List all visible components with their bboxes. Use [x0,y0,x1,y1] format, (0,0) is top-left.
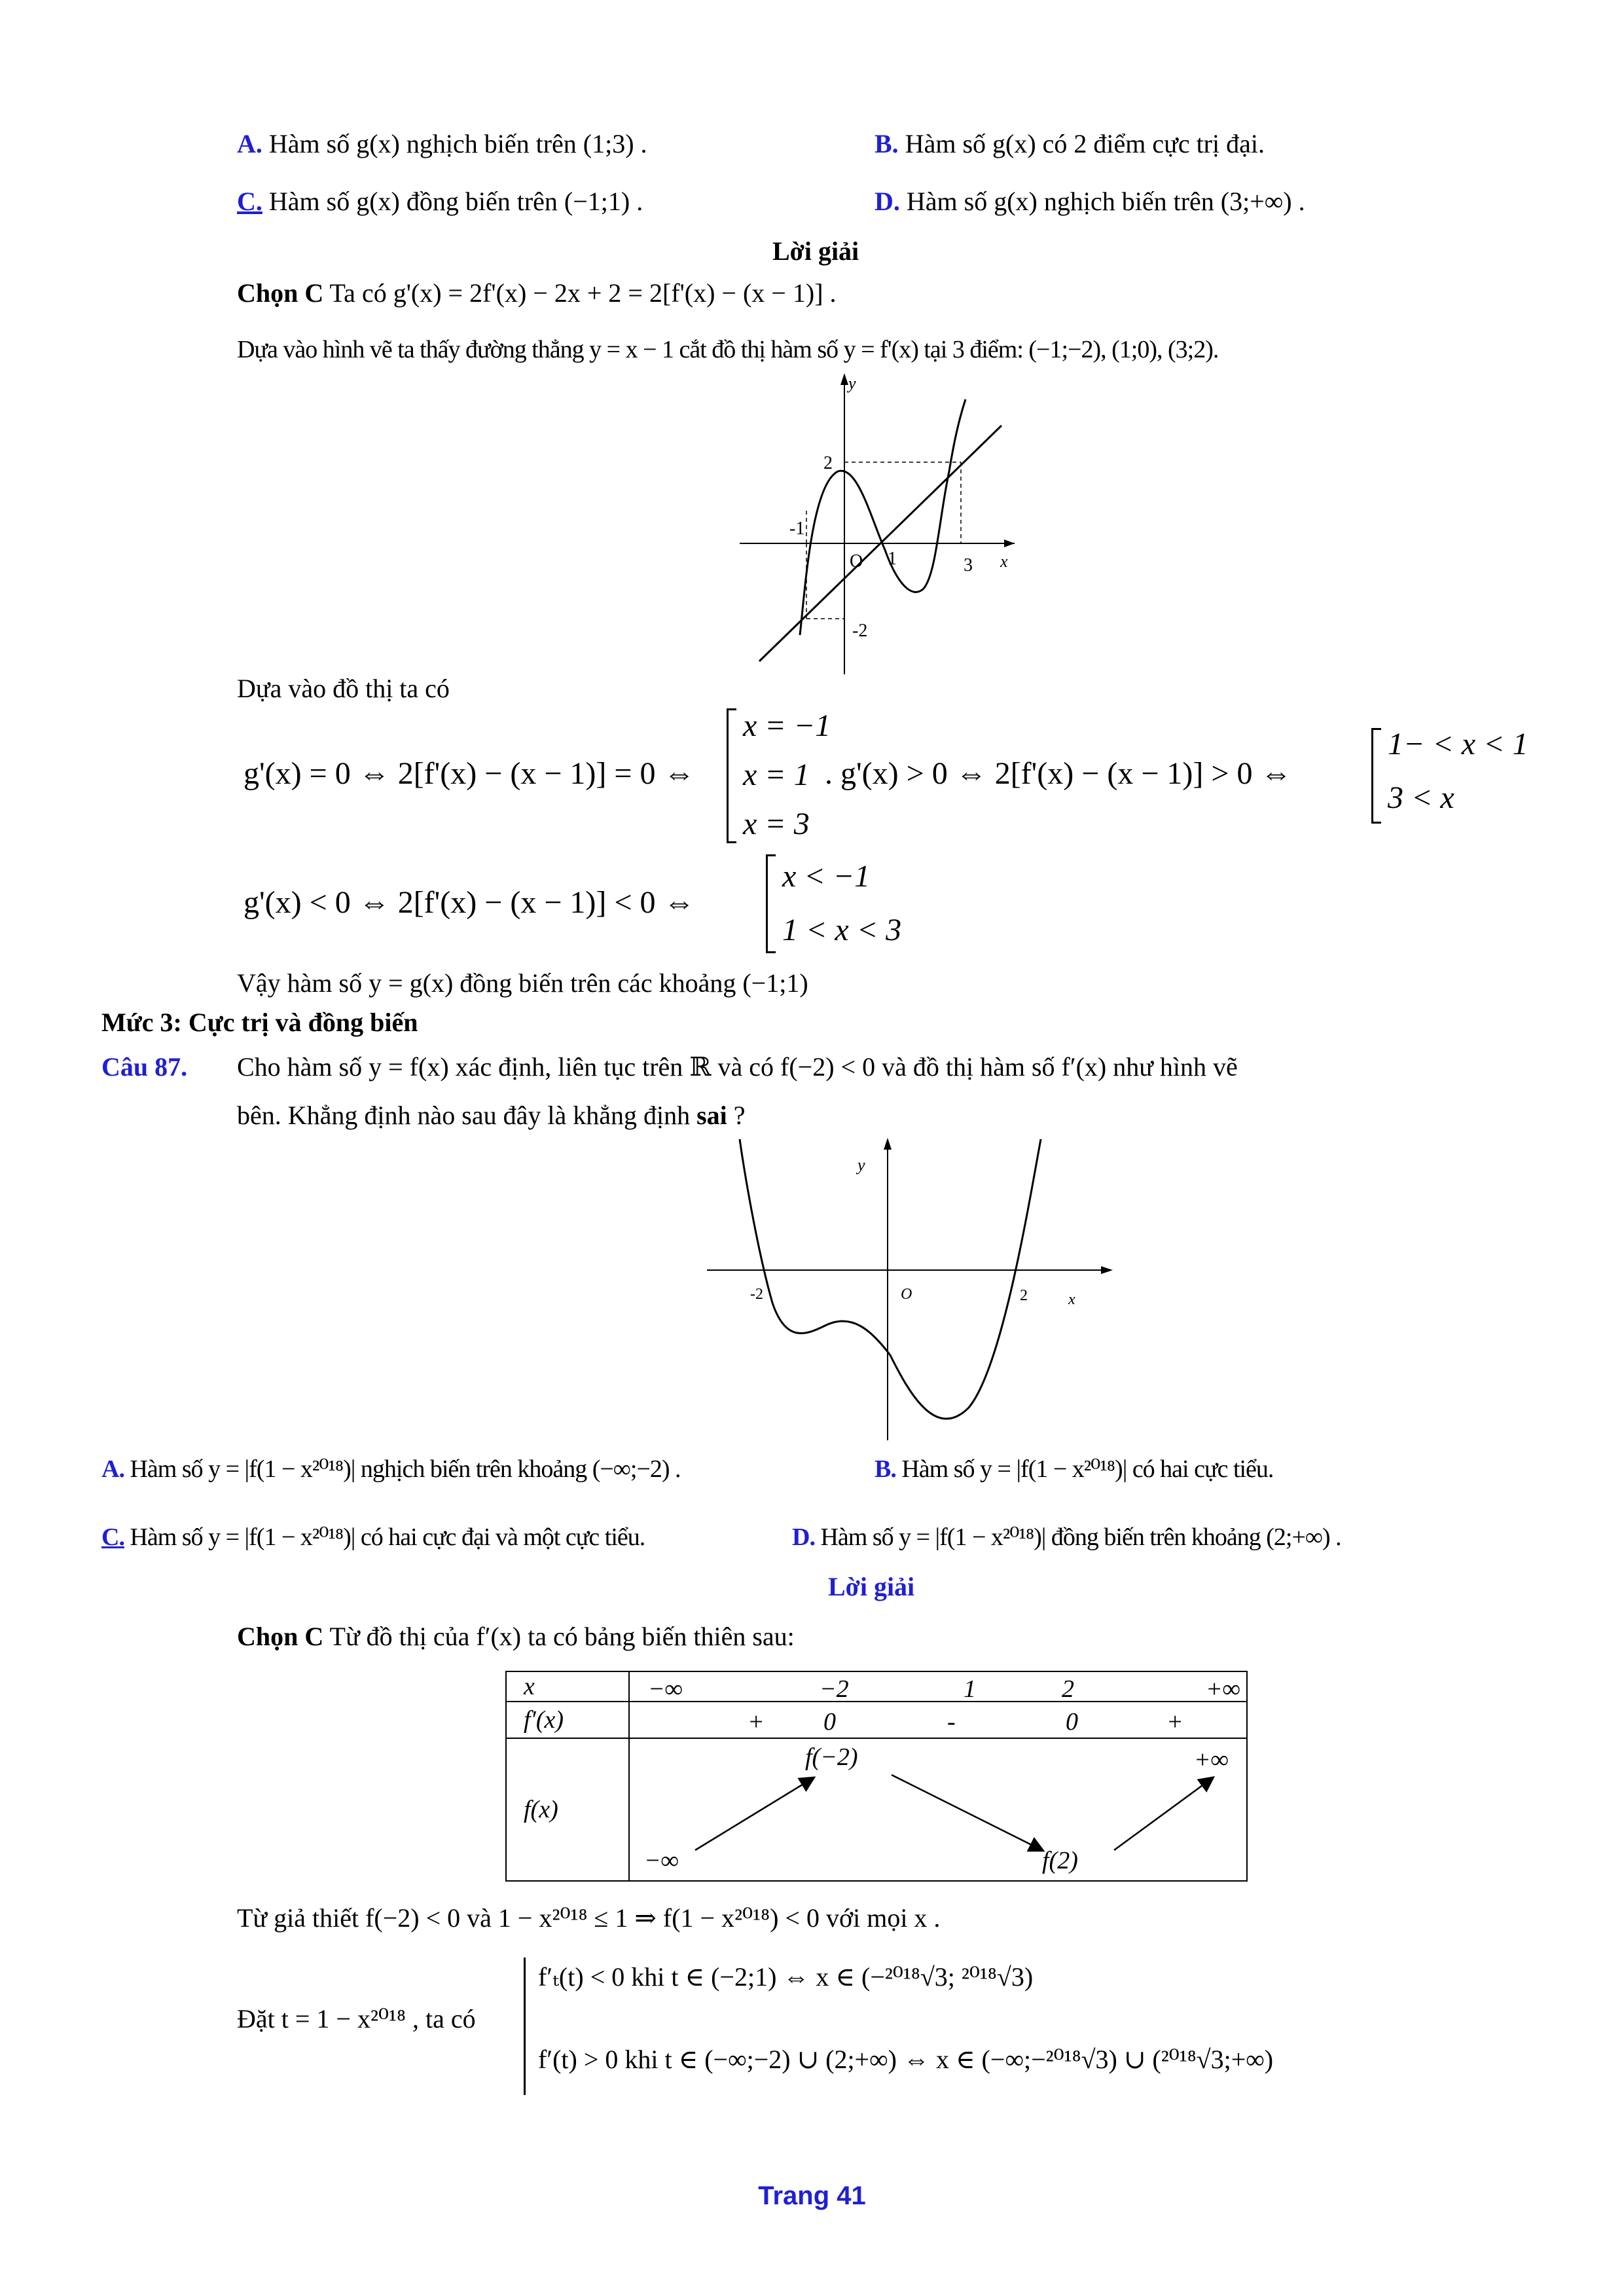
graph1-tick-2: 2 [823,453,833,473]
vt-row-f: f(x) [506,1738,629,1881]
q87-solution-line-2: Từ giả thiết f(−2) < 0 và 1 − x²⁰¹⁸ ≤ 1 ⇒ f(1 − x²⁰¹⁸) < 0 với mọi x . [237,1903,941,1933]
solution-title: Lời giải [772,236,859,266]
q87-solution-text-1: Từ đồ thị của f′(x) ta có bảng biến thiên sau: [323,1622,795,1651]
vt-header-values [629,1671,1247,1702]
conclusion-86: Vậy hàm số y = g(x) đồng biến trên các khoảng (−1;1) [237,968,808,998]
equation-2-case-2: 3 < x [1388,780,1454,815]
q87-system-brace [524,1958,526,2095]
equation-1-left: g'(x) = 0 ⇔ 2[f'(x) − (x − 1)] = 0 ⇔ [244,756,695,791]
question-87-keyword-false: sai [696,1101,727,1130]
vt-x-minf: −∞ [648,1675,683,1703]
q87-solution-line-1 [237,1621,795,1652]
q87-option-c-text: Hàm số y = |f(1 − x²⁰¹⁸)| có hai cực đại và một cực tiểu. [130,1523,645,1551]
option-c-text: Hàm số g(x) đồng biến trên (−1;1) . [268,187,643,216]
graph2-tick-m2: -2 [750,1286,763,1303]
variation-table [505,1671,1248,1882]
equation-1-case-1: x = −1 [743,708,831,743]
graph-f-prime [700,1133,1119,1447]
graph1-tick-m2: -2 [852,621,868,641]
question-87-text-2c: ? [727,1101,746,1130]
q87-option-b-text: Hàm số y = |f(1 − x²⁰¹⁸)| có hai cực tiểu. [901,1455,1274,1483]
equation-3-case-1: x < −1 [782,859,871,894]
graph1-y-label: y [848,374,856,393]
equation-3-left: g'(x) < 0 ⇔ 2[f'(x) − (x − 1)] < 0 ⇔ [244,885,695,920]
vt-f-minf: −∞ [644,1847,679,1874]
question-87-text-2a: bên. Khẳng định nào sau đây là khẳng định [237,1101,697,1130]
solution-line-1 [237,278,837,309]
graph2-tick-2: 2 [1020,1287,1028,1304]
vt-f-f2: f(2) [1042,1847,1078,1874]
option-d-label: D. [875,187,900,216]
graph1-tick-m1: -1 [789,519,805,539]
graph1-tick-3: 3 [964,555,973,575]
vt-x-m2: −2 [820,1675,849,1703]
vt-row-fprime: f′(x) [506,1702,629,1738]
q87-choose-answer: Chọn C [237,1622,324,1651]
q87-case-2: f′(t) > 0 khi t ∈ (−∞;−2) ∪ (2;+∞) ⇔ x ∈ (−∞;−²⁰¹⁸√3) ∪ (²⁰¹⁸√3;+∞) [538,2045,1274,2074]
option-b-label: B. [875,129,899,158]
vt-header-x: x [506,1671,629,1702]
q87-option-d-label: D. [792,1523,815,1551]
option-a-text: Hàm số g(x) nghịch biến trên (1;3) . [268,129,647,158]
solution-line-3: Dựa vào đồ thị ta có [237,674,450,703]
q87-option-c-label: C. [101,1523,124,1551]
option-a-label: A. [237,129,262,158]
vt-fprime-values [629,1702,1247,1738]
graph1-tick-1: 1 [888,549,897,569]
graph-derivative-and-line [740,373,1015,674]
q87-solution-line-3: Đặt t = 1 − x²⁰¹⁸ , ta có [237,2004,476,2033]
q87-option-a-text: Hàm số y = |f(1 − x²⁰¹⁸)| nghịch biến trên khoảng (−∞;−2) . [130,1455,681,1483]
option-a [237,128,647,160]
vt-x-pinf: +∞ [1206,1675,1240,1703]
equation-3-case-2: 1 < x < 3 [782,913,902,947]
equation-2-left: . g'(x) > 0 ⇔ 2[f'(x) − (x − 1)] > 0 ⇔ [825,756,1292,791]
q87-option-b-label: B. [875,1455,896,1483]
vt-sign-1: + [748,1708,765,1736]
equation-1-case-2: x = 1 [743,757,810,792]
q87-option-a [101,1455,681,1485]
question-87-text-1: Cho hàm số y = f(x) xác định, liên tục trên ℝ và có f(−2) < 0 và đồ thị hàm số f′(x) như hình vẽ [237,1052,1238,1082]
vt-sign-3: + [1166,1708,1183,1736]
q87-case-1: f′ₜ(t) < 0 khi t ∈ (−2;1) ⇔ x ∈ (−²⁰¹⁸√3; ²⁰¹⁸√3) [538,1962,1034,1992]
option-d [875,186,1305,217]
vt-sign-2: - [947,1708,956,1736]
graph2-origin: O [901,1286,912,1303]
q87-option-d [792,1523,1341,1553]
graph1-x-label: x [1000,552,1008,571]
q87-option-d-text: Hàm số y = |f(1 − x²⁰¹⁸)| đồng biến trên khoảng (2;+∞) . [820,1523,1341,1551]
equation-2-bracket [1371,728,1381,824]
vt-f-pinf: +∞ [1194,1746,1229,1774]
equation-1-bracket [727,708,736,843]
equation-1-case-3: x = 3 [743,807,810,841]
graph2-x-label: x [1068,1291,1075,1308]
vt-zero-1: 0 [823,1708,836,1736]
graph1-origin: O [850,551,863,572]
question-87-text-2 [237,1100,746,1131]
q87-option-c [101,1523,645,1553]
vt-zero-2: 0 [1066,1708,1078,1736]
solution-line-2: Dựa vào hình vẽ ta thấy đường thẳng y = x − 1 cắt đồ thị hàm số y = f'(x) tại 3 điểm: (−1;−2), (1;0), (3;2). [237,336,1219,363]
graph2-y-label: y [857,1156,865,1175]
q87-option-a-label: A. [101,1455,124,1483]
q87-solution-title: Lời giải [828,1572,915,1601]
equation-3-bracket [766,854,776,953]
vt-f-fm2: f(−2) [805,1743,858,1771]
option-c-label: C. [237,187,262,216]
vt-x-2: 2 [1062,1675,1074,1703]
vt-x-1: 1 [964,1675,976,1703]
equation-2-case-1: 1− < x < 1 [1388,727,1528,761]
q87-option-b [875,1455,1273,1485]
page-footer: Trang 41 [758,2181,866,2210]
derivative-formula: Ta có g'(x) = 2f'(x) − 2x + 2 = 2[f'(x) − (x − 1)] . [323,278,837,308]
choose-answer: Chọn C [237,278,324,308]
section-title: Mức 3: Cực trị và đồng biến [101,1008,418,1037]
question-87-label: Câu 87. [101,1052,188,1082]
vt-f-values [629,1738,1247,1881]
option-d-text: Hàm số g(x) nghịch biến trên (3;+∞) . [906,187,1305,216]
option-c [237,186,643,217]
vt-arrows [630,1739,1266,1882]
option-b-text: Hàm số g(x) có 2 điểm cực trị đại. [905,129,1265,158]
option-b [875,128,1265,160]
